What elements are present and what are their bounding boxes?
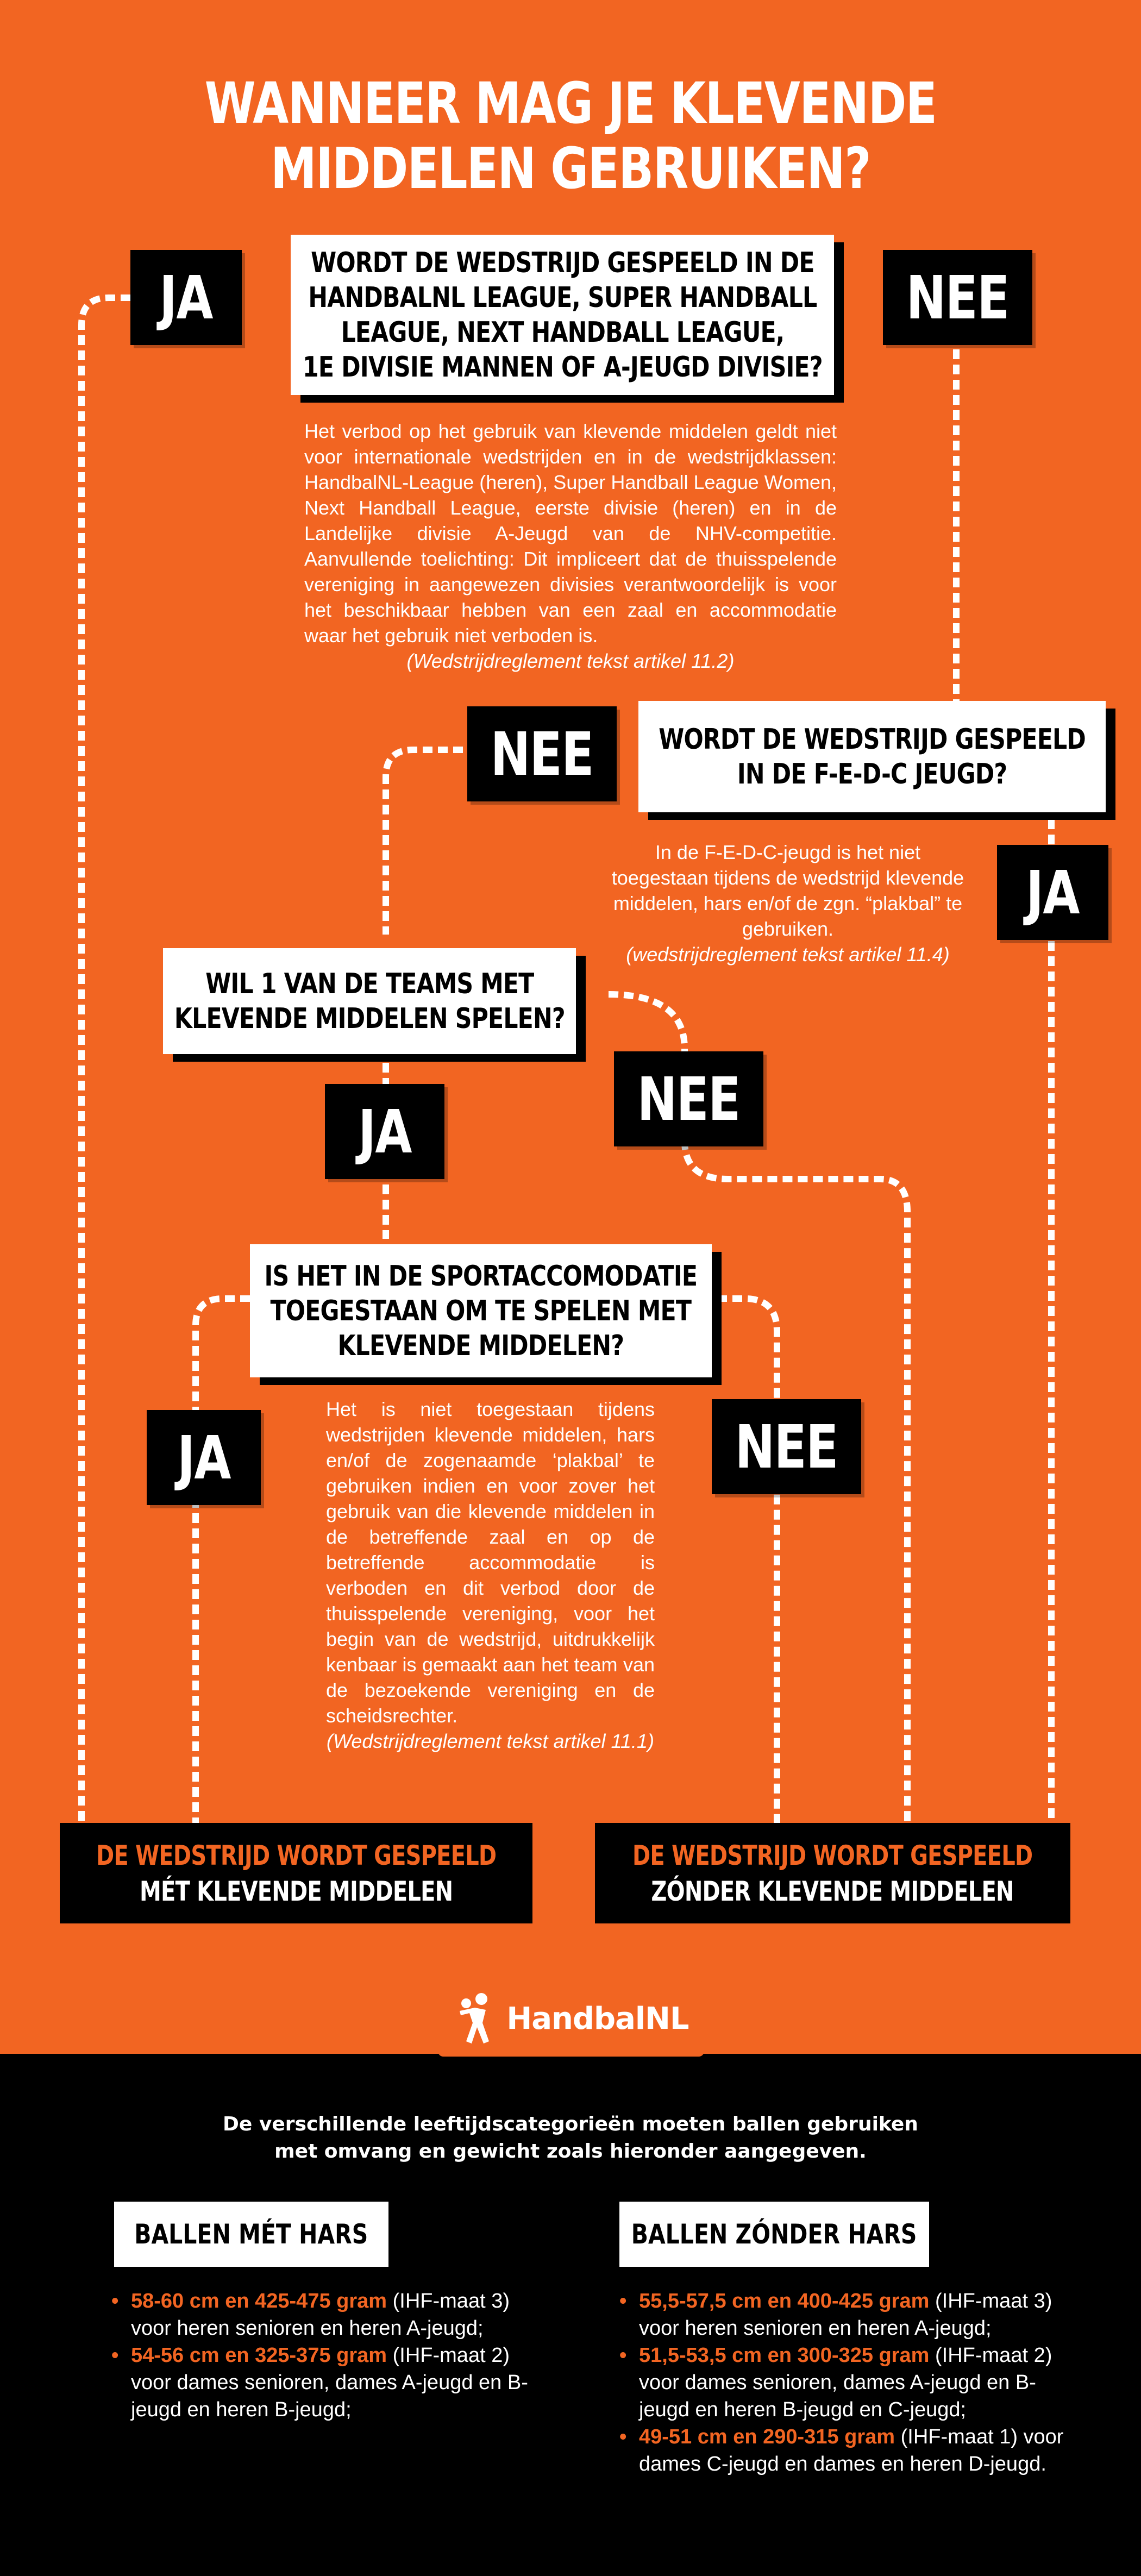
q2-line: IN DE F-E-D-C JEUGD?	[737, 757, 1007, 791]
q4-explanation-text: Het is niet toegestaan tijdens wedstrijden klevende middelen, hars en/of de zogenaamde ‘plakbal’ te gebruiken indien en voor zover het gebruik van die klevende middelen in de betreffende zaal en op de betreffende accommodatie is verboden en dit verbod door de thuisspelende vereniging, voor het begin van de wedstrijd, uitdrukkelijk kenbaar is gemaakt aan het team van de bezoekende vereniging en de scheidsrechter.	[326, 1398, 655, 1727]
result-without-line2: ZÓNDER KLEVENDE MIDDELEN	[651, 1875, 1014, 1907]
q1-explanation	[304, 418, 837, 674]
q1-explanation-text: Het verbod op het gebruik van klevende middelen geldt niet voor internationale wedstrijden en in de wedstrijdklassen: HandbalNL-League (heren), Super Handball League Women, Next Handball League, eerste divisie (heren) en in de Landelijke divisie A-Jeugd van de NHV-competitie. Aanvullende toelichting: Dit impliceert dat de thuisspelende vereniging in aangewezen divisies verantwoordelijk is voor het beschikbaar hebben van een zaal en accommodatie waar het gebruik niet verboden is.	[304, 420, 837, 647]
q4-line: KLEVENDE MIDDELEN?	[337, 1329, 624, 1362]
q1-line: HANDBALNL LEAGUE, SUPER HANDBALL	[308, 281, 817, 314]
balls-intro	[163, 2111, 978, 2165]
intro-line1: De verschillende leeftijdscategorieën moeten ballen gebruiken	[223, 2113, 918, 2135]
balls-with-resin-heading: BALLEN MÉT HARS	[114, 2202, 388, 2267]
q2-reference: (wedstrijdreglement tekst artikel 11.4)	[626, 943, 950, 966]
q3-line: WIL 1 VAN DE TEAMS MET	[205, 967, 534, 1000]
balls-with-resin-list	[111, 2287, 546, 2423]
list-item: • 54-56 cm en 325-375 gram (IHF-maat 2) voor dames senioren, dames A-jeugd en B-jeugd en heren B-jeugd;	[111, 2342, 546, 2423]
title-line-1: WANNEER MAG JE KLEVENDE	[204, 70, 937, 136]
q2-no-tag: NEE	[467, 706, 617, 801]
q4-yes-tag: JA	[147, 1410, 261, 1505]
q4-line: TOEGESTAAN OM TE SPELEN MET	[270, 1294, 692, 1327]
result-without-line1: DE WEDSTRIJD WORDT GESPEELD	[632, 1839, 1033, 1871]
q1-yes-tag: JA	[130, 250, 242, 345]
q1-reference: (Wedstrijdreglement tekst artikel 11.2)	[406, 650, 735, 672]
q2-line: WORDT DE WEDSTRIJD GESPEELD	[659, 723, 1086, 756]
q4-line: IS HET IN DE SPORTACCOMODATIE	[264, 1259, 698, 1293]
handbalnl-logo	[438, 1980, 704, 2057]
question-2-box	[638, 701, 1106, 812]
q1-no-tag: NEE	[883, 250, 1032, 345]
title-line-2: MIDDELEN GEBRUIKEN?	[270, 135, 871, 202]
list-item: • 55,5-57,5 cm en 400-425 gram (IHF-maat 3) voor heren senioren en heren A-jeugd;	[619, 2287, 1081, 2342]
handball-player-icon	[453, 1991, 497, 2046]
intro-line2: met omvang en gewicht zoals hieronder aangegeven.	[274, 2140, 867, 2163]
q4-no-tag: NEE	[712, 1399, 861, 1494]
q4-explanation	[326, 1396, 655, 1754]
q3-line: KLEVENDE MIDDELEN SPELEN?	[174, 1002, 565, 1035]
q4-reference: (Wedstrijdreglement tekst artikel 11.1)	[327, 1730, 654, 1752]
q2-yes-tag: JA	[997, 845, 1108, 940]
q3-no-tag: NEE	[614, 1051, 763, 1146]
result-with-adhesive	[60, 1823, 532, 1923]
q3-yes-tag: JA	[325, 1084, 444, 1179]
balls-without-resin-heading: BALLEN ZÓNDER HARS	[619, 2202, 929, 2267]
result-with-line1: DE WEDSTRIJD WORDT GESPEELD	[96, 1839, 497, 1871]
list-item: • 51,5-53,5 cm en 300-325 gram (IHF-maat 2) voor dames senioren, dames A-jeugd en B-jeugd en heren B-jeugd en C-jeugd;	[619, 2342, 1081, 2423]
q2-explanation	[609, 839, 967, 967]
question-4-box	[250, 1244, 712, 1377]
question-3-box	[163, 948, 576, 1054]
list-item: • 58-60 cm en 425-475 gram (IHF-maat 3) voor heren senioren en heren A-jeugd;	[111, 2287, 546, 2342]
result-without-adhesive	[595, 1823, 1070, 1923]
q1-line: LEAGUE, NEXT HANDBALL LEAGUE,	[341, 316, 784, 349]
q1-line: WORDT DE WEDSTRIJD GESPEELD IN DE	[310, 246, 814, 279]
logo-text: HandbalNL	[506, 2001, 689, 2036]
q2-explanation-text: In de F-E-D-C-jeugd is het niet toegestaan tijdens de wedstrijd klevende middelen, hars en/of de zgn. “plakbal” te gebruiken.	[611, 841, 964, 940]
balls-without-resin-list	[619, 2287, 1081, 2478]
q1-line: 1E DIVISIE MANNEN OF A-JEUGD DIVISIE?	[302, 350, 823, 384]
question-1-box	[291, 235, 834, 395]
page-title	[192, 71, 949, 201]
result-with-line2: MÉT KLEVENDE MIDDELEN	[139, 1875, 453, 1907]
list-item: • 49-51 cm en 290-315 gram (IHF-maat 1) voor dames C-jeugd en dames en heren D-jeugd.	[619, 2423, 1081, 2478]
